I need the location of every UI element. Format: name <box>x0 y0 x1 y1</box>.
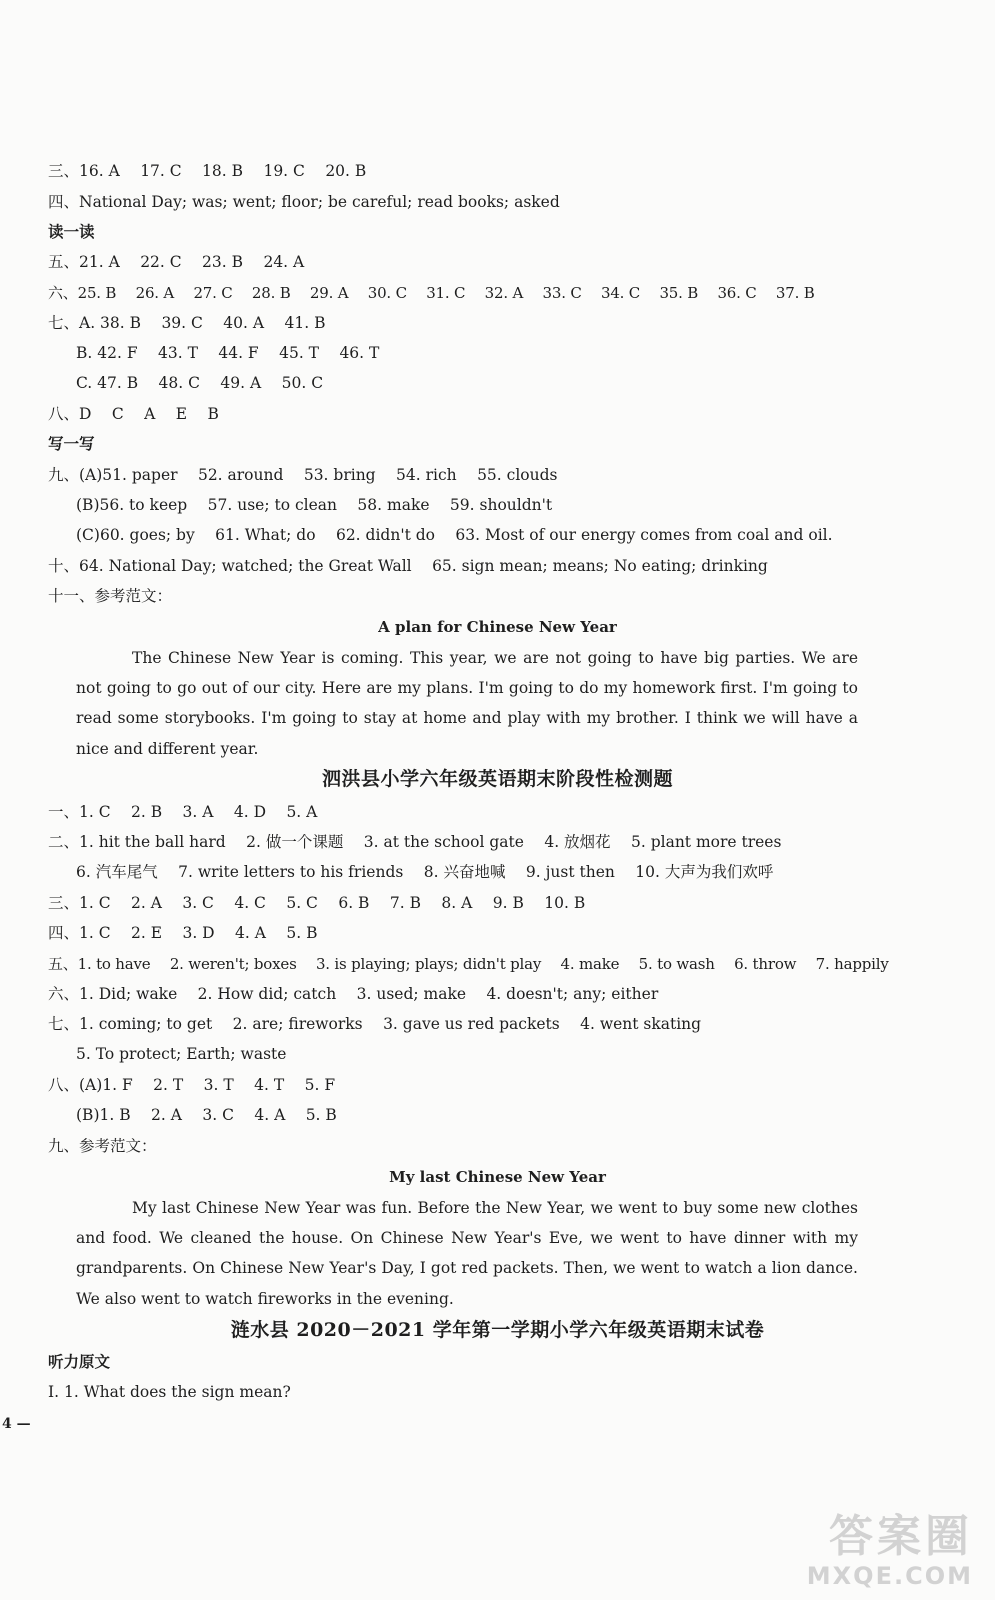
answer-line-s5: 五、1. to have 2. weren't; boxes 3. is playing; plays; didn't play 4. make 5. to wash 6. throw 7. happily <box>48 955 889 973</box>
answer-line-s1: 一、1. C 2. B 3. A 4. D 5. A <box>48 803 318 821</box>
page-number: 4 — <box>2 1416 31 1432</box>
answer-line-s8b: (B)1. B 2. A 3. C 4. A 5. B <box>76 1106 337 1124</box>
answer-line-s4: 四、1. C 2. E 3. D 4. A 5. B <box>48 924 318 942</box>
answer-line-s2: 二、1. hit the ball hard 2. 做一个课题 3. at the school gate 4. 放烟花 5. plant more trees <box>48 833 782 851</box>
answer-line-7a: 七、A. 38. B 39. C 40. A 41. B <box>48 314 326 332</box>
answer-line-s3: 三、1. C 2. A 3. C 4. C 5. C 6. B 7. B 8. A 9. B 10. B <box>48 894 586 912</box>
section-heading-write: 写一写 <box>48 434 95 453</box>
answer-line-3-16: 三、16. A 17. C 18. B 19. C 20. B <box>48 162 367 180</box>
answer-line-s2-cont: 6. 汽车尾气 7. write letters to his friends 8. 兴奋地喊 9. just then 10. 大声为我们欢呼 <box>76 863 774 881</box>
answer-line-10: 十、64. National Day; watched; the Great Wall 65. sign mean; means; No eating; drinking <box>48 557 768 575</box>
watermark-logo-text: 答案圈 <box>829 1511 973 1562</box>
answer-line-9c: (C)60. goes; by 61. What; do 62. didn't do 63. Most of our energy comes from coal and oil. <box>76 526 833 544</box>
answer-line-s7: 七、1. coming; to get 2. are; fireworks 3. gave us red packets 4. went skating <box>48 1015 702 1033</box>
answer-line-9a: 九、(A)51. paper 52. around 53. bring 54. rich 55. clouds <box>48 466 558 484</box>
document-title-sihong: 泗洪县小学六年级英语期末阶段性检测题 <box>321 768 673 790</box>
section-heading-read: 读一读 <box>48 222 95 241</box>
essay-title-last-year: My last Chinese New Year <box>389 1168 606 1186</box>
answer-line-7b: B. 42. F 43. T 44. F 45. T 46. T <box>76 344 380 362</box>
essay-paragraph-plan: The Chinese New Year is coming. This year, we are not going to have big parties. We are not going to go out of our city. Here are my plans. I'm going to do my homework first. I'm going to read some storybooks. I'm going to stay at home and play with my brother. I think we will have a nice and different year. <box>76 649 858 758</box>
essay-paragraph-last-year: My last Chinese New Year was fun. Before the New Year, we went to buy some new clothes and food. We cleaned the house. On Chinese New Year's Eve, we went to have dinner with my grandparents. On Chinese New Year's Day, I got red packets. Then, we went to watch a lion dance. We also went to watch fireworks in the evening. <box>76 1199 858 1308</box>
answer-line-8-order: 八、D C A E B <box>48 405 219 423</box>
answer-line-6-25: 六、25. B 26. A 27. C 28. B 29. A 30. C 31. C 32. A 33. C 34. C 35. B 36. C 37. B <box>48 284 815 302</box>
document-title-lianshui: 涟水县 2020－2021 学年第一学期小学六年级英语期末试卷 <box>230 1319 765 1341</box>
listening-question-1: Ⅰ. 1. What does the sign mean? <box>48 1383 291 1401</box>
answer-line-4-fill: 四、National Day; was; went; floor; be careful; read books; asked <box>48 193 560 211</box>
answer-line-s6: 六、1. Did; wake 2. How did; catch 3. used; make 4. doesn't; any; either <box>48 985 659 1003</box>
answer-line-7c: C. 47. B 48. C 49. A 50. C <box>76 374 324 392</box>
answer-line-9b: (B)56. to keep 57. use; to clean 58. make 59. shouldn't <box>76 496 553 514</box>
watermark-url: MXQE.COM <box>806 1562 973 1590</box>
sample-essay-label-11: 十一、参考范文： <box>48 587 173 605</box>
essay-title-plan: A plan for Chinese New Year <box>378 618 617 636</box>
section-heading-listening: 听力原文 <box>48 1352 111 1371</box>
watermark <box>807 1512 973 1590</box>
answer-line-s8a: 八、(A)1. F 2. T 3. T 4. T 5. F <box>48 1076 336 1094</box>
answer-line-5-21: 五、21. A 22. C 23. B 24. A <box>48 253 305 271</box>
answer-line-s7-cont: 5. To protect; Earth; waste <box>76 1045 287 1063</box>
sample-essay-label-9: 九、参考范文： <box>48 1137 157 1155</box>
